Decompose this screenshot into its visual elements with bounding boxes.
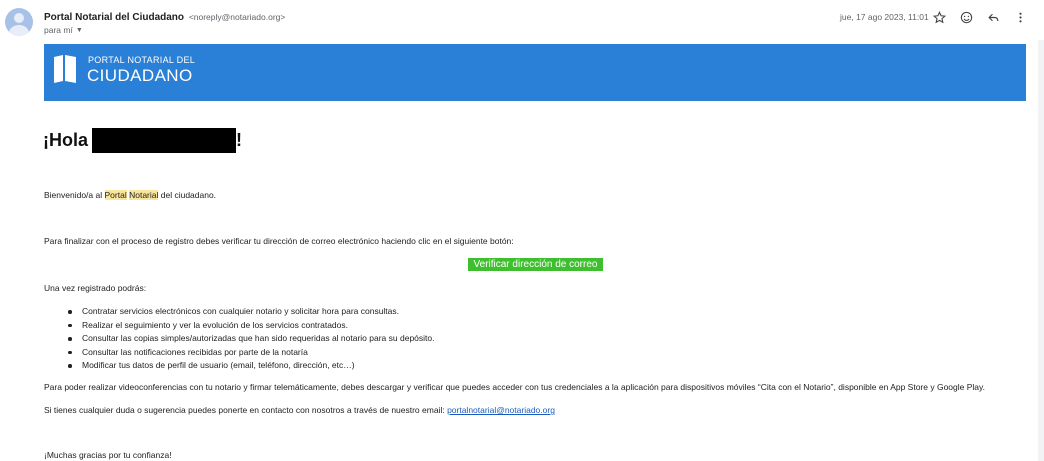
caret-down-icon[interactable]: ▼: [75, 26, 83, 34]
banner-subtitle: PORTAL NOTARIAL DEL: [88, 55, 196, 65]
sender-name[interactable]: Portal Notarial del Ciudadano: [44, 12, 185, 23]
greeting: [43, 128, 242, 153]
benefits-list: [68, 305, 434, 373]
list-item: Contratar servicios electrónicos con cualquier notario y solicitar hora para consultas.: [68, 305, 434, 319]
avatar-head: [14, 13, 24, 23]
banner-title: CIUDADANO: [87, 66, 193, 85]
once-registered-text: Una vez registrado podrás:: [44, 283, 147, 293]
list-item: Modificar tus datos de perfil de usuario (email, teléfono, dirección, etc…): [68, 359, 434, 373]
list-item: Consultar las copias simples/autorizadas que han sido requeridas al notario para su depósito.: [68, 332, 434, 346]
sender-email: <noreply@notariado.org>: [188, 12, 286, 22]
sender-line: [44, 11, 285, 24]
list-item: Consultar las notificaciones recibidas por parte de la notaría: [68, 346, 434, 360]
video-text: Para poder realizar videoconferencias con tu notario y firmar telemáticamente, debes descargar y verificar que puedes acceder con tus credenciales a la aplicación para dispositivos móviles “Cita con el Notario”, disponible en App Store y Google Play.: [44, 382, 986, 392]
avatar-body: [9, 25, 29, 36]
reply-icon[interactable]: [984, 8, 1003, 27]
contact-email-link[interactable]: portalnotarial@notariado.org: [447, 405, 555, 415]
portal-banner: [44, 44, 1026, 101]
thanks-text: ¡Muchas gracias por tu confianza!: [44, 450, 172, 460]
highlight-portal: Portal: [104, 190, 127, 200]
message-actions: [930, 8, 1030, 27]
greeting-suffix: !: [236, 130, 242, 150]
recipient-details[interactable]: [44, 25, 83, 35]
redacted-name: [92, 128, 236, 153]
welcome-text: [44, 190, 216, 201]
recipient-label: para mí: [44, 25, 73, 35]
contact-text: [44, 405, 555, 416]
welcome-pre: Bienvenido/a al: [44, 190, 105, 200]
instruction-text: Para finalizar con el proceso de registro debes verificar tu dirección de correo electrónico haciendo clic en el siguiente botón:: [44, 236, 514, 246]
list-item: Realizar el seguimiento y ver la evolución de los servicios contratados.: [68, 319, 434, 333]
sender-avatar[interactable]: [5, 8, 33, 36]
star-icon[interactable]: [930, 8, 949, 27]
logo-book-icon: [54, 55, 76, 83]
emoji-icon[interactable]: [957, 8, 976, 27]
verify-email-button[interactable]: Verificar dirección de correo: [468, 258, 603, 271]
more-vert-icon[interactable]: [1011, 8, 1030, 27]
highlight-notarial: Notarial: [129, 190, 159, 200]
welcome-post: del ciudadano.: [158, 190, 217, 200]
greeting-prefix: ¡Hola: [43, 130, 88, 150]
scrollbar[interactable]: [1038, 40, 1044, 461]
contact-prefix: Si tienes cualquier duda o sugerencia puedes ponerte en contacto con nosotros a través de nuestro email:: [44, 405, 448, 415]
email-date: jue, 17 ago 2023, 11:01: [840, 12, 929, 22]
